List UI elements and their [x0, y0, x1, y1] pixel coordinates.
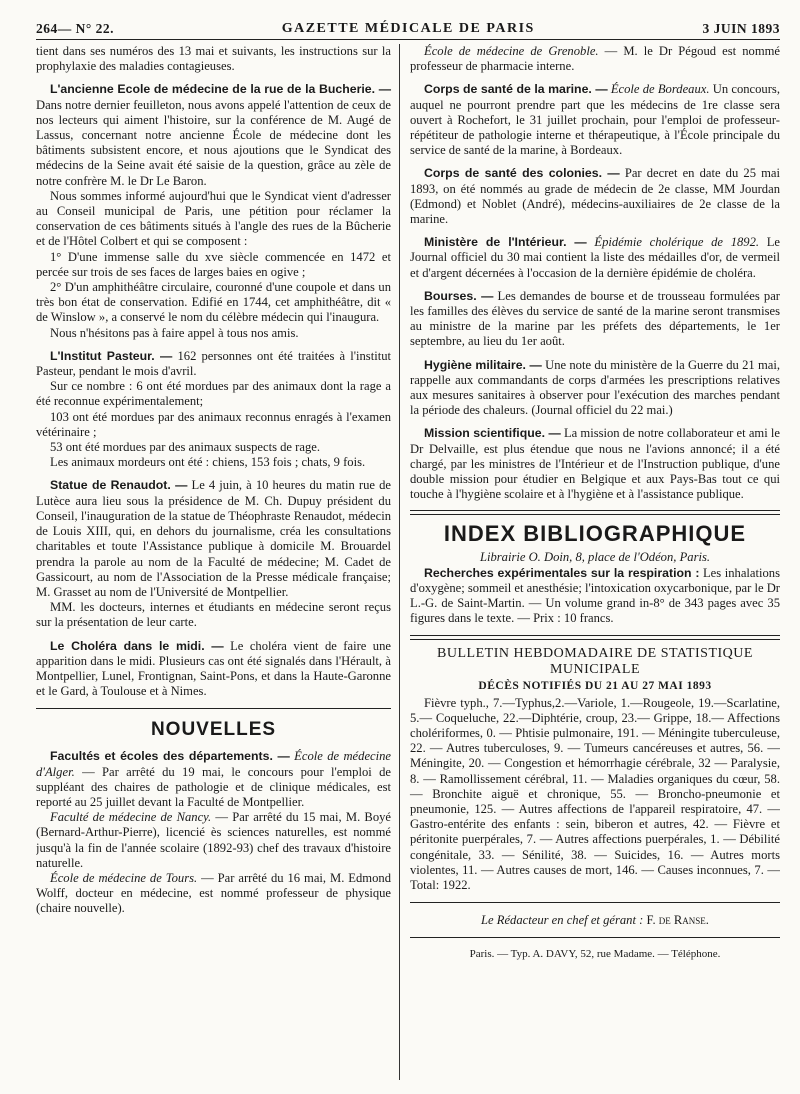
index-entry-title: Recherches expérimentales sur la respiration :: [424, 565, 700, 580]
article-text: Le choléra vient de faire une apparition dans le midi. Plusieurs cas ont été signalés dans l'Hérault, à Montpellier, Lunel, Frontignan, Saint-Pons, et dans la Haute-Garonne et le Gard, à Toulouse et à Nimes.: [36, 638, 391, 699]
article-heading: Hygiène militaire. —: [424, 357, 542, 372]
article-text: — Par arrêté du 16 mai, M. Edmond Wolff, docteur en médecine, est nommé professeur de physique (chaire nouvelle).: [36, 870, 391, 916]
paragraph: 53 ont été mordues par des animaux suspects de rage.: [50, 440, 320, 455]
page-number: 264— N° 22.: [36, 21, 115, 36]
page-columns: [36, 44, 780, 1080]
article-heading: L'Institut Pasteur. —: [50, 348, 173, 363]
section-divider: [410, 510, 780, 515]
article-bucherie: [36, 82, 391, 188]
article-subheading: École de médecine de Grenoble.: [424, 44, 599, 58]
article-interieur: [410, 235, 780, 281]
index-heading: INDEX BIBLIOGRAPHIQUE: [443, 521, 747, 547]
article-hygiene: [410, 358, 780, 419]
article-pasteur: [36, 349, 391, 379]
article-heading: Corps de santé de la marine. —: [424, 82, 608, 97]
article-heading: Le Choléra dans le midi. —: [50, 638, 224, 653]
article-subheading: École de Bordeaux.: [607, 82, 710, 97]
article-text: La mission de notre collaborateur et ami le Dr Delvaille, est plus étendue que nous ne l'avions annoncé; il a été chargé, par les ministres de l'Intérieur et de l'Instruction publique, d'une double mission pour étudier en Belgique et aux Pays-Bas tout ce qui touche à l'hygiène scolaire et à l'hygiène et à l'assistance publique.: [410, 426, 780, 502]
article-heading: Mission scientifique. —: [424, 426, 561, 441]
section-divider: [410, 635, 780, 640]
article-bourses: [410, 289, 780, 350]
paragraph: Nous sommes informé aujourd'hui que le Syndicat vient d'adresser au Conseil municipal de Paris, une pétition pour réclamer la conservation de ces bâtiments situés à l'angle des rues de la Bûcherie et de l'Hôtel Colbert et qui se composent :: [36, 188, 391, 249]
bulletin-statistics: Fièvre typh., 7.—Typhus,2.—Variole, 1.—Rougeole, 19.—Scarlatine, 5.— Coqueluche, 22.—Diphtérie, croup, 23.— Grippe, 18.— Affections cholériformes, 0. — Phtisie pulmonaire, 191. — Méningite tuberculeuse, 22. — Autres tuberculoses, 9. — Tumeurs cancéreuses et autres, 56. — Méningite, 20. — Congestion et hémorrhagie cérébrale, 32 — Paralysie, 8. — Ramollissement cérébral, 11. — Maladies organiques du cœur, 58. — Bronchite aiguë et chronique, 55. — Broncho-pneumonie et pneumonie, 125. — Autres affections de l'appareil respiratoire, 47. — Gastro-entérite des enfants : sein, biberon et autres, 42. — Fièvre et péritonite puerpérales, 7. — Autres affections puerpérales, 1. — Débilité congénitale, 33. — Sénilité, 38. — Suicides, 16. — Autres morts violentes, 11. — Autres causes de mort, 146. — Causes inconnues, 7. — Total: 1922.: [410, 695, 780, 892]
section-divider: [36, 708, 391, 709]
article-facultes: [36, 749, 391, 810]
journal-title: GAZETTE MÉDICALE DE PARIS: [281, 21, 535, 36]
index-publisher: Librairie O. Doin, 8, place de l'Odéon, Paris.: [479, 550, 711, 565]
article-subheading: École de médecine de Tours.: [50, 870, 198, 885]
signature-label: Le Rédacteur en chef et gérant :: [481, 913, 644, 928]
article-heading: L'ancienne Ecole de médecine de la rue de la Bucherie. —: [50, 82, 391, 97]
article-marine: [410, 82, 780, 158]
article-text: Le Journal officiel du 30 mai contient la liste des médailles d'or, de vermeil et d'argent décernées à l'occasion de la dernière épidémie de choléra.: [410, 235, 780, 280]
bulletin-heading: BULLETIN HEBDOMADAIRE DE STATISTIQUE MUNICIPALE: [437, 645, 753, 677]
paragraph: 1° D'une immense salle du xve siècle commencée en 1472 et percée sur trois de ses faces de larges baies en ogive ;: [36, 249, 391, 279]
paragraph: 103 ont été mordues par des animaux reconnus enragés à l'examen vétérinaire ;: [36, 409, 391, 439]
paragraph: MM. les docteurs, internes et étudiants en médecine seront reçus sur la présentation de leur carte.: [36, 600, 391, 630]
article-nancy: [36, 810, 391, 871]
left-column: [36, 44, 400, 1080]
page-header: [36, 16, 780, 40]
article-text: Une note du ministère de la Guerre du 21 mai, rappelle aux commandants de corps d'armées les prescriptions relatives aux mesures sanitaires à observer pour l'exécution des marches pendant la période des chaleurs. (Journal officiel du 22 mai.): [410, 357, 780, 418]
article-text: Le 4 juin, à 10 heures du matin rue de Lutèce aura lieu sous la présidence de M. Ch. Dupuy président du Conseil, l'inauguration de la statue de Théophraste Renaudot, médecin de Louis XIII, qui, en dehors du journalisme, créa les consultations charitables et toute l'Assistance publique à domicile M. Brouardel prendra la parole au nom de la Faculté de médecine; M. Cadet de Gassicourt, au nom de l'Association de la Presse médicale française; M. Grasset au nom de l'Université de Montpellier.: [36, 478, 391, 599]
nouvelles-heading: NOUVELLES: [150, 719, 277, 741]
editor-signature: [410, 913, 780, 928]
intro-paragraph: tient dans ses numéros des 13 mai et suivants, les instructions sur la prophylaxie des maladies contagieuses.: [36, 44, 391, 74]
article-text: — Par arrêté du 15 mai, M. Boyé (Bernard-Arthur-Pierre), licencié ès sciences naturelles, est nommé jusqu'à la fin de l'année scolaire (1892-93) chef des travaux d'histoire naturelle.: [36, 810, 391, 870]
article-subheading: Épidémie cholérique de 1892.: [586, 235, 760, 250]
article-grenoble: [410, 44, 780, 74]
article-mission: [410, 426, 780, 502]
paragraph: Nous n'hésitons pas à faire appel à tous nos amis.: [50, 325, 299, 340]
article-text: Les demandes de bourse et de trousseau formulées par les familles des élèves du service de santé de la marine seront transmises au ministre de la marine par les préfets des départements, le 1er septembre, au lieu du 1er août.: [410, 288, 780, 349]
signature-name: F. de Ranse.: [646, 913, 709, 928]
article-subheading: École de médecine d'Alger.: [36, 749, 392, 779]
article-text: Dans notre dernier feuilleton, nous avons appelé l'attention de ceux de nos lecteurs qui aiment l'histoire, sur la conférence de M. Augé de Lassus, concernant notre ancienne École de médecine dont les bâtiments subsistent encore, et nous ajoutions que le Syndicat des médecins de la Seine avait été saisie de la question, grâce au zèle de notre confrère M. le Dr Le Baron.: [36, 97, 391, 188]
article-text: 162 personnes ont été traitées à l'institut Pasteur, pendant le mois d'avril.: [36, 348, 391, 379]
article-text: — M. le Dr Pégoud est nommé professeur de pharmacie interne.: [410, 44, 780, 74]
article-heading: Statue de Renaudot. —: [50, 478, 188, 493]
index-entry-text: Les inhalations d'oxygène; sommeil et anesthésie; l'intoxication oxycarbonique, par le Dr L.-G. de Saint-Martin. — Un volume grand in-8° de 343 pages avec 35 figures dans le texte. — Prix : 10 francs.: [410, 565, 780, 626]
printer-imprint: Paris. — Typ. A. DAVY, 52, rue Madame. — Téléphone.: [469, 948, 721, 961]
article-heading: Bourses. —: [424, 288, 494, 303]
paragraph: 2° D'un amphithéâtre circulaire, couronné d'une coupole et dans un très bon état de conservation. Edifié en 1744, cet amphithéâtre, dit « de Winslow », a conservé le nom du célèbre médecin qui l'inaugura.: [36, 280, 391, 325]
issue-date: 3 JUIN 1893: [702, 21, 780, 36]
article-heading: Corps de santé des colonies. —: [424, 166, 620, 181]
section-divider: [410, 937, 780, 938]
article-cholera: [36, 639, 391, 700]
bulletin-subheading: DÉCÈS NOTIFIÉS DU 21 AU 27 MAI 1893: [478, 679, 712, 692]
paragraph: Les animaux mordeurs ont été : chiens, 153 fois ; chats, 9 fois.: [50, 455, 366, 470]
article-renaudot: [36, 478, 391, 600]
article-text: Par decret en date du 25 mai 1893, on été nommés au grade de médecin de 2e classe, MM Jourdan (Edmond) et Noblet (André), médecins-auxiliaires de 2e classe de la marine.: [410, 166, 780, 227]
article-subheading: Faculté de médecine de Nancy.: [50, 810, 212, 825]
section-divider: [410, 902, 780, 903]
article-heading: Facultés et écoles des départements. —: [50, 749, 290, 764]
article-text: — Par arrêté du 19 mai, le concours pour l'emploi de suppléant des chaires de pathologie et de clinique médicales, est reporté au 25 juillet devant la Faculté de Montpellier.: [36, 764, 391, 809]
article-text: Un concours, auquel ne pourront prendre part que les médecins de 1re classe sera ouvert à Rochefort, le 31 juillet prochain, pour l'emploi de professeur-répétiteur de pathologie interne et thérapeutique, à l'École principale du service de santé de la marine, à Bordeaux.: [410, 82, 780, 158]
right-column: [400, 44, 780, 1080]
article-tours: [36, 871, 391, 917]
article-colonies: [410, 166, 780, 227]
article-heading: Ministère de l'Intérieur. —: [424, 235, 587, 250]
index-entry: [410, 566, 780, 627]
paragraph: Sur ce nombre : 6 ont été mordues par des animaux dont la rage a été reconnue expérimentalement;: [36, 379, 391, 409]
